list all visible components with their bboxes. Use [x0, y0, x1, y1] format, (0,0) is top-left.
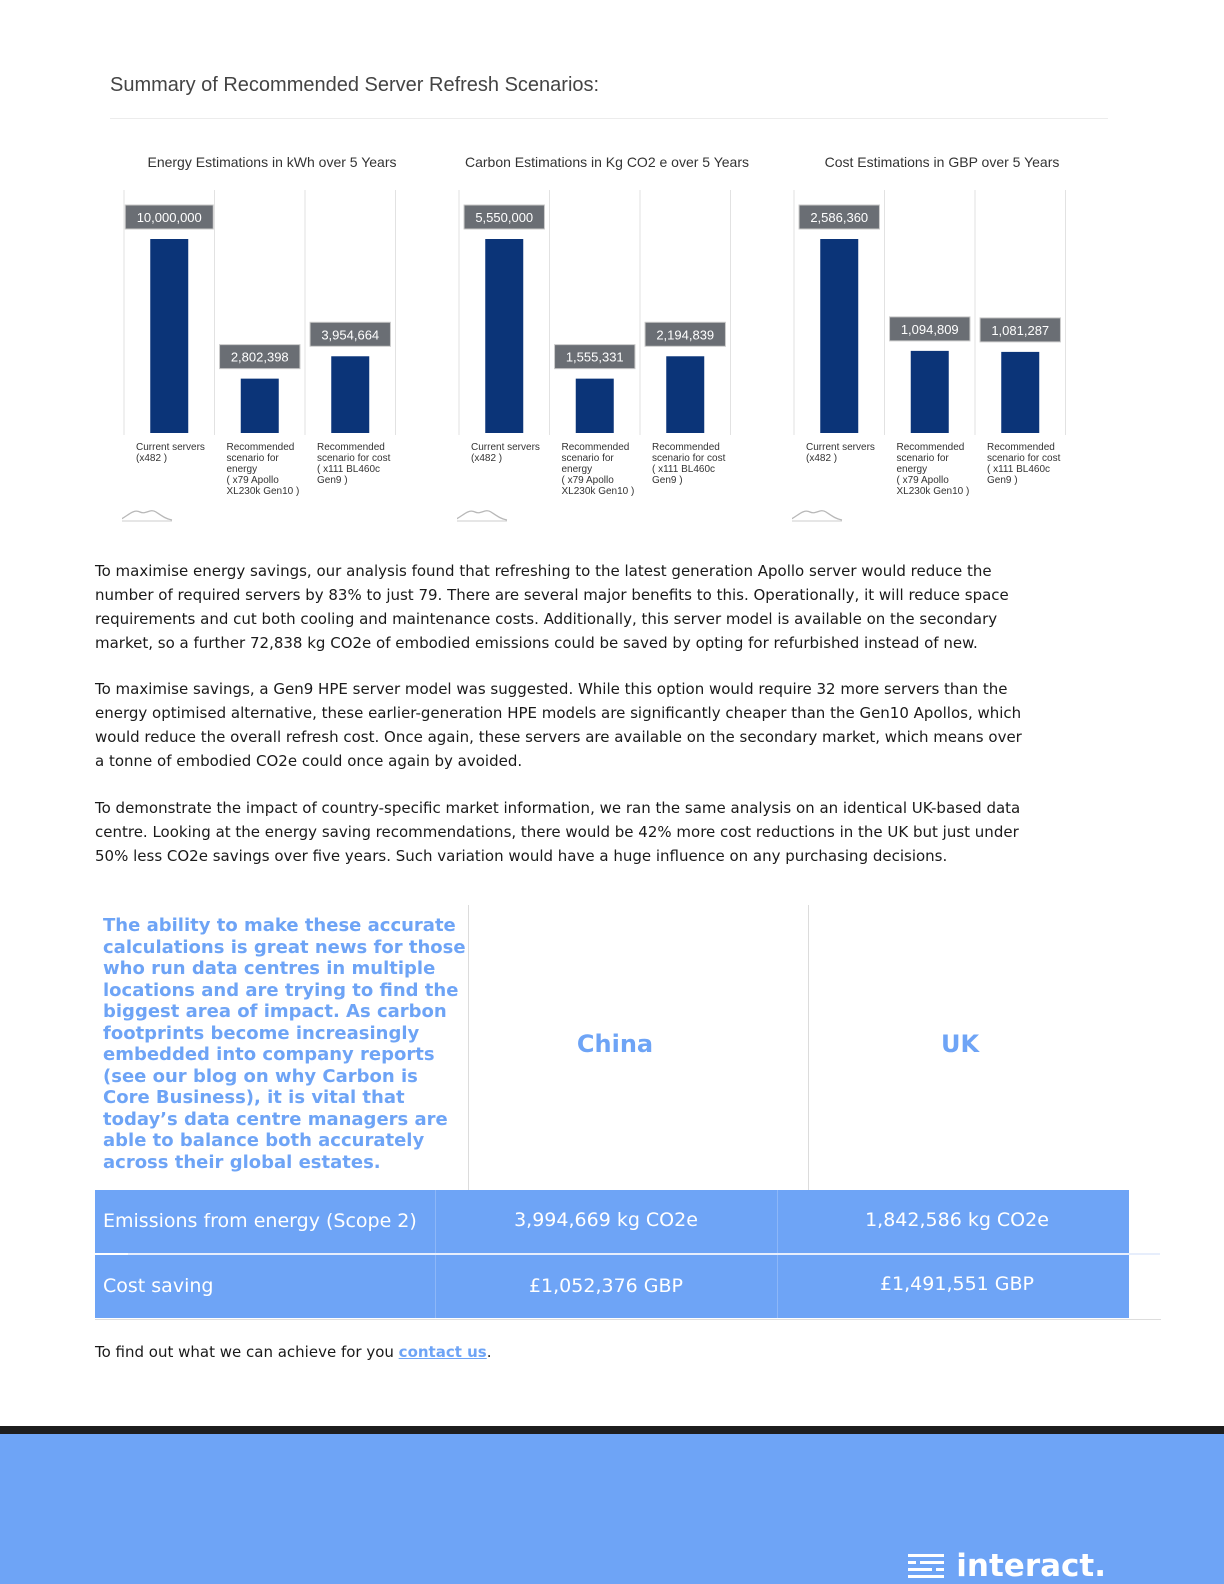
data-label: 1,081,287	[991, 322, 1050, 338]
sparkline-icon	[457, 511, 507, 521]
chart-title: Carbon Estimations in Kg CO2 e over 5 Years	[464, 154, 750, 170]
category-label-line: Current servers	[136, 442, 205, 453]
energy-chart	[122, 150, 442, 530]
category-label-line: Current servers	[806, 442, 875, 453]
category-label-line: ( x79 Apollo	[561, 475, 614, 486]
pull-quote: The ability to make these accurate calculations is great news for those who run data centres in multiple locations and are trying to find the biggest area of impact. As carbon footprints become increasingly embedded into company reports (see our blog on why Carbon is Core Business), it is vital that today’s data centre managers are able to balance both accurately across their global estates.	[103, 915, 466, 1173]
category-label-line: XL230k Gen10 )	[561, 486, 635, 497]
contact-line	[95, 1343, 492, 1361]
category-label	[987, 442, 1061, 486]
contact-prefix: To find out what we can achieve for you	[95, 1343, 399, 1361]
table-row-cost	[95, 1255, 1129, 1318]
category-label-line: (x482 )	[806, 453, 838, 464]
data-label: 3,954,664	[321, 327, 380, 343]
data-label: 2,586,360	[810, 210, 869, 225]
category-label	[227, 442, 300, 497]
category-label-line: scenario for	[226, 453, 279, 464]
footer-top-bar	[0, 1426, 1224, 1434]
category-label-line: XL230k Gen10 )	[226, 486, 300, 497]
sparkline-icon	[122, 511, 172, 521]
chart-svg	[122, 150, 442, 530]
category-label-line: ( x111 BL460c	[987, 464, 1051, 475]
chart-svg	[457, 150, 777, 530]
china-value: £1,052,376 GBP	[528, 1275, 684, 1297]
summary-title: Summary of Recommended Server Refresh Scenarios:	[110, 74, 600, 96]
paragraph-energy: To maximise energy savings, our analysis found that refreshing to the latest generation Apollo server would reduce the number of required servers by 83% to just 79. There are several major benefits to this. Operationally, it will reduce space requirements and cut both cooling and maintenance costs. Additionally, this server model is available on the secondary market, so a further 72,838 kg CO2e of embodied emissions could be saved by opting for refurbished instead of new.	[95, 562, 1009, 652]
category-label-line: Recommended	[987, 442, 1055, 453]
category-label-line: ( x79 Apollo	[896, 475, 949, 486]
category-label-line: Recommended	[652, 442, 720, 453]
sparkline-icon	[792, 511, 842, 521]
category-label-line: energy	[561, 464, 593, 475]
summary-divider	[110, 118, 1108, 119]
category-label	[471, 442, 540, 464]
bar	[666, 356, 704, 433]
category-label-line: scenario for	[561, 453, 614, 464]
bar	[150, 239, 188, 433]
menu-lines-icon	[908, 1552, 944, 1580]
table-bottom-rule	[95, 1319, 1161, 1320]
uk-value: 1,842,586 kg CO2e	[865, 1209, 1049, 1231]
data-label: 2,194,839	[656, 327, 715, 343]
contact-us-link[interactable]: contact us	[398, 1343, 487, 1361]
paragraph-uk: To demonstrate the impact of country-specific market information, we ran the same analysis on an identical UK-based data centre. Looking at the energy saving recommendations, there would be 42% more cost reductions in the UK but just under 50% less CO2e savings over five years. Such variation would have a huge influence on any purchasing decisions.	[95, 799, 1021, 865]
category-label-line: ( x111 BL460c	[317, 464, 381, 475]
bar	[911, 351, 949, 433]
category-label-line: energy	[226, 464, 258, 475]
category-label	[897, 442, 970, 497]
logo-text: interact.	[956, 1548, 1106, 1584]
uk-value: £1,491,551 GBP	[879, 1273, 1035, 1295]
table-row-emissions	[95, 1190, 1129, 1253]
carbon-chart	[457, 150, 777, 530]
contact-suffix: .	[486, 1343, 492, 1361]
category-label-line: Recommended	[226, 442, 295, 453]
category-label-line: ( x79 Apollo	[226, 475, 279, 486]
category-label-line: XL230k Gen10 )	[896, 486, 970, 497]
chart-svg	[792, 150, 1112, 530]
data-label: 10,000,000	[136, 210, 202, 225]
interact-logo	[908, 1548, 1106, 1584]
category-label	[652, 442, 726, 486]
chart-title: Cost Estimations in GBP over 5 Years	[824, 154, 1060, 170]
category-label-line: Gen9 )	[317, 475, 348, 486]
category-label-line: (x482 )	[471, 453, 503, 464]
category-label-line: Current servers	[471, 442, 540, 453]
row-label: Cost saving	[103, 1275, 214, 1297]
category-label	[562, 442, 635, 497]
category-label-line: scenario for cost	[317, 453, 391, 464]
category-label-line: ( x111 BL460c	[652, 464, 716, 475]
bar	[1001, 352, 1039, 433]
bar	[241, 379, 279, 433]
category-label-line: (x482 )	[136, 453, 168, 464]
category-label-line: Gen9 )	[652, 475, 683, 486]
data-label: 1,094,809	[900, 321, 959, 337]
category-label-line: Recommended	[896, 442, 965, 453]
bar	[485, 239, 523, 433]
category-label-line: scenario for cost	[652, 453, 726, 464]
category-label	[136, 442, 205, 464]
category-label-line: Gen9 )	[987, 475, 1018, 486]
chart-title: Energy Estimations in kWh over 5 Years	[147, 154, 397, 170]
category-label-line: energy	[896, 464, 928, 475]
bar	[820, 239, 858, 433]
data-label: 1,555,331	[565, 349, 624, 365]
category-label-line: Recommended	[561, 442, 630, 453]
category-label-line: scenario for	[896, 453, 949, 464]
paragraph-cost: To maximise savings, a Gen9 HPE server model was suggested. While this option would require 32 more servers than the energy optimised alternative, these earlier-generation HPE models are significantly cheaper than the Gen10 Apollos, which would reduce the overall refresh cost. Once again, these servers are available on the secondary market, which means over a tonne of embodied CO2e could once again by avoided.	[95, 680, 1022, 770]
china-value: 3,994,669 kg CO2e	[514, 1209, 698, 1231]
column-header-china: China	[576, 1030, 654, 1058]
category-label	[317, 442, 391, 486]
data-label: 2,802,398	[230, 349, 289, 365]
bar	[576, 379, 614, 433]
bar	[331, 356, 369, 433]
row-label: Emissions from energy (Scope 2)	[103, 1210, 417, 1232]
cost-chart	[792, 150, 1112, 530]
column-header-uk: UK	[940, 1030, 980, 1058]
category-label-line: Recommended	[317, 442, 385, 453]
data-label: 5,550,000	[475, 210, 534, 225]
category-label-line: scenario for cost	[987, 453, 1061, 464]
category-label	[806, 442, 875, 464]
